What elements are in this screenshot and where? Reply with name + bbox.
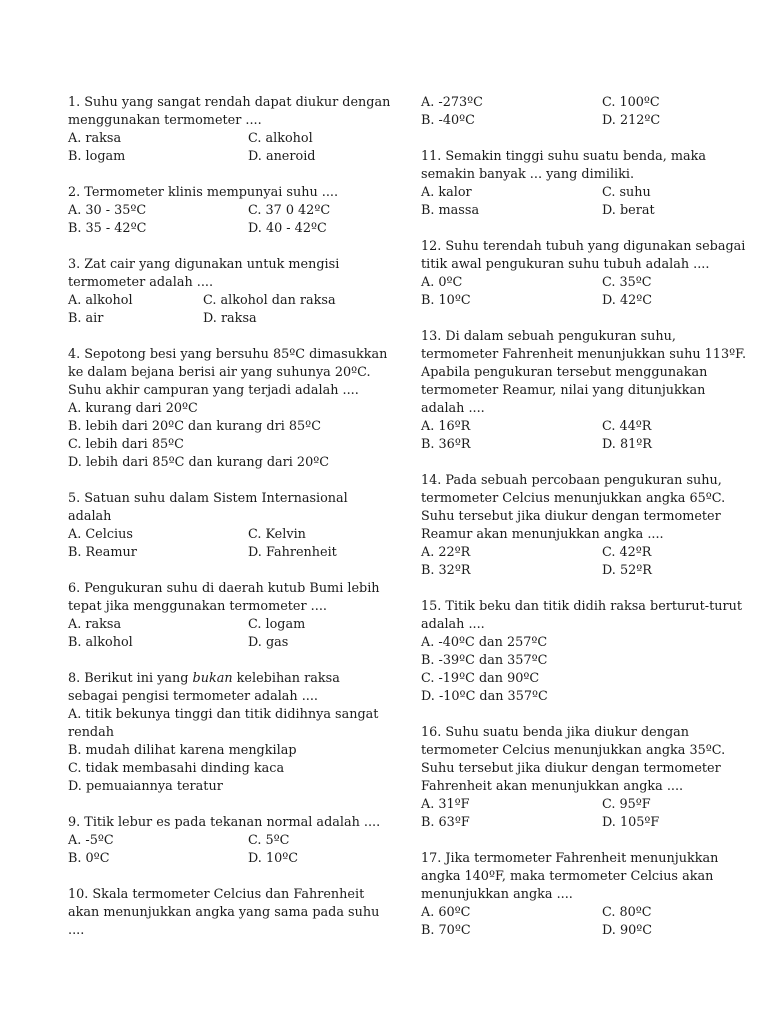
- question-stem: 10. Skala termometer Celcius dan Fahrenheit akan menunjukkan angka yang sama pada suhu ....: [68, 887, 380, 938]
- option: B. alkohol: [68, 635, 133, 650]
- options-list: [68, 400, 393, 472]
- question-stem: 2. Termometer klinis mempunyai suhu ....: [68, 185, 339, 200]
- option: B. -40ºC: [421, 113, 475, 128]
- options-grid: [421, 904, 751, 940]
- option: C. Kelvin: [248, 527, 306, 542]
- option: C. alkohol: [248, 131, 313, 146]
- right-column: [421, 94, 751, 958]
- option: B. 35 - 42ºC: [68, 221, 147, 236]
- option: D. berat: [602, 203, 655, 218]
- option: D. 42ºC: [602, 293, 653, 308]
- question-9: [68, 814, 393, 868]
- option: D. 212ºC: [602, 113, 661, 128]
- options-list: [421, 634, 751, 706]
- option: A. 60ºC: [421, 905, 471, 920]
- option: A. 0ºC: [421, 275, 463, 290]
- options-grid: [421, 274, 751, 310]
- option: A. titik bekunya tinggi dan titik didihnya sangat rendah: [68, 707, 379, 740]
- question-stem: 6. Pengukuran suhu di daerah kutub Bumi lebih tepat jika menggunakan termometer ....: [68, 581, 380, 614]
- option: B. 10ºC: [421, 293, 471, 308]
- option: A. 16ºR: [421, 419, 471, 434]
- options-grid: [68, 832, 393, 868]
- option: B. 36ºR: [421, 437, 471, 452]
- question-stem: 17. Jika termometer Fahrenheit menunjukkan angka 140ºF, maka termometer Celcius akan menunjukkan angka ....: [421, 851, 719, 902]
- question-14: [421, 472, 751, 580]
- option: B. 63ºF: [421, 815, 470, 830]
- question-16: [421, 724, 751, 832]
- question-stem: 1. Suhu yang sangat rendah dapat diukur dengan menggunakan termometer ....: [68, 95, 391, 128]
- option: B. logam: [68, 149, 126, 164]
- option: D. pemuaiannya teratur: [68, 779, 223, 794]
- option: C. 35ºC: [602, 275, 652, 290]
- question-2: [68, 184, 393, 238]
- option: D. gas: [248, 635, 289, 650]
- question-8: [68, 670, 393, 796]
- option: C. logam: [248, 617, 306, 632]
- option: C. 95ºF: [602, 797, 651, 812]
- options-grid: [421, 544, 751, 580]
- option: B. 0ºC: [68, 851, 110, 866]
- option: D. -10ºC dan 357ºC: [421, 689, 548, 704]
- option: B. massa: [421, 203, 480, 218]
- options-list: [68, 706, 393, 796]
- question-15: [421, 598, 751, 706]
- question-4: [68, 346, 393, 472]
- option: D. Fahrenheit: [248, 545, 337, 560]
- options-grid: [68, 202, 393, 238]
- option: A. alkohol: [68, 293, 133, 308]
- options-grid: [421, 418, 751, 454]
- option: D. lebih dari 85ºC dan kurang dari 20ºC: [68, 455, 330, 470]
- option: D. 52ºR: [602, 563, 652, 578]
- question-stem: 3. Zat cair yang digunakan untuk mengisi termometer adalah ....: [68, 257, 340, 290]
- option: D. 90ºC: [602, 923, 653, 938]
- option: C. alkohol dan raksa: [203, 293, 336, 308]
- option: B. 70ºC: [421, 923, 471, 938]
- question-stem: 14. Pada sebuah percobaan pengukuran suhu, termometer Celcius menunjukkan angka 65ºC. Suhu tersebut jika diukur dengan termometer Reamur akan menunjukkan angka ....: [421, 473, 726, 542]
- option: D. 81ºR: [602, 437, 652, 452]
- question-12: [421, 238, 751, 310]
- option: A. 30 - 35ºC: [68, 203, 147, 218]
- option: C. -19ºC dan 90ºC: [421, 671, 540, 686]
- option: D. 10ºC: [248, 851, 299, 866]
- options-grid: [68, 292, 393, 328]
- option: B. mudah dilihat karena mengkilap: [68, 743, 297, 758]
- options-grid: [68, 616, 393, 652]
- option: D. raksa: [203, 311, 257, 326]
- option: C. tidak membasahi dinding kaca: [68, 761, 285, 776]
- options-grid: [421, 796, 751, 832]
- option: A. raksa: [68, 617, 122, 632]
- option: D. aneroid: [248, 149, 316, 164]
- question-stem: 16. Suhu suatu benda jika diukur dengan termometer Celcius menunjukkan angka 35ºC. Suhu tersebut jika diukur dengan termometer Fahrenheit akan menunjukkan angka ....: [421, 725, 726, 794]
- question-stem: 5. Satuan suhu dalam Sistem Internasional adalah: [68, 491, 348, 524]
- options-grid: [68, 130, 393, 166]
- question-10-options: [421, 94, 751, 130]
- question-1: [68, 94, 393, 166]
- question-6: [68, 580, 393, 652]
- option: C. 44ºR: [602, 419, 652, 434]
- option: D. 105ºF: [602, 815, 660, 830]
- option: C. 80ºC: [602, 905, 652, 920]
- option: A. Celcius: [68, 527, 133, 542]
- question-3: [68, 256, 393, 328]
- option: B. lebih dari 20ºC dan kurang dri 85ºC: [68, 419, 321, 434]
- stem-text: kelebihan raksa sebagai pengisi termometer adalah ....: [68, 671, 340, 704]
- option: D. 40 - 42ºC: [248, 221, 327, 236]
- option: C. 37 0 42ºC: [248, 203, 331, 218]
- question-13: [421, 328, 751, 454]
- option: C. lebih dari 85ºC: [68, 437, 184, 452]
- left-column: [68, 94, 393, 958]
- option: A. kurang dari 20ºC: [68, 401, 198, 416]
- option: A. kalor: [421, 185, 472, 200]
- option: A. -5ºC: [68, 833, 114, 848]
- options-grid: [68, 526, 393, 562]
- option: B. Reamur: [68, 545, 137, 560]
- option: B. -39ºC dan 357ºC: [421, 653, 548, 668]
- option: C. 42ºR: [602, 545, 652, 560]
- option: C. suhu: [602, 185, 651, 200]
- option: A. 31ºF: [421, 797, 470, 812]
- question-stem: 15. Titik beku dan titik didih raksa berturut-turut adalah ....: [421, 599, 742, 632]
- option: C. 100ºC: [602, 95, 660, 110]
- option: B. 32ºR: [421, 563, 471, 578]
- option: A. 22ºR: [421, 545, 471, 560]
- question-stem: 11. Semakin tinggi suhu suatu benda, maka semakin banyak ... yang dimiliki.: [421, 149, 707, 182]
- option: B. air: [68, 311, 104, 326]
- question-stem: 4. Sepotong besi yang bersuhu 85ºC dimasukkan ke dalam bejana berisi air yang suhunya 20ºC. Suhu akhir campuran yang terjadi adalah ....: [68, 347, 388, 398]
- question-stem: [68, 670, 393, 706]
- question-5: [68, 490, 393, 562]
- options-grid: [421, 184, 751, 220]
- option: A. -273ºC: [421, 95, 483, 110]
- question-stem: 13. Di dalam sebuah pengukuran suhu, termometer Fahrenheit menunjukkan suhu 113ºF. Apabila pengukuran tersebut menggunakan termometer Reamur, nilai yang ditunjukkan adalah ....: [421, 329, 747, 416]
- question-17: [421, 850, 751, 940]
- question-stem: 12. Suhu terendah tubuh yang digunakan sebagai titik awal pengukuran suhu tubuh adalah ....: [421, 239, 746, 272]
- option: C. 5ºC: [248, 833, 290, 848]
- stem-emphasis: bukan: [192, 671, 233, 686]
- question-10: [68, 886, 393, 940]
- question-11: [421, 148, 751, 220]
- option: A. -40ºC dan 257ºC: [421, 635, 548, 650]
- question-stem: 9. Titik lebur es pada tekanan normal adalah ....: [68, 815, 381, 830]
- options-grid: [421, 94, 751, 130]
- option: A. raksa: [68, 131, 122, 146]
- stem-text: 8. Berikut ini yang: [68, 671, 193, 686]
